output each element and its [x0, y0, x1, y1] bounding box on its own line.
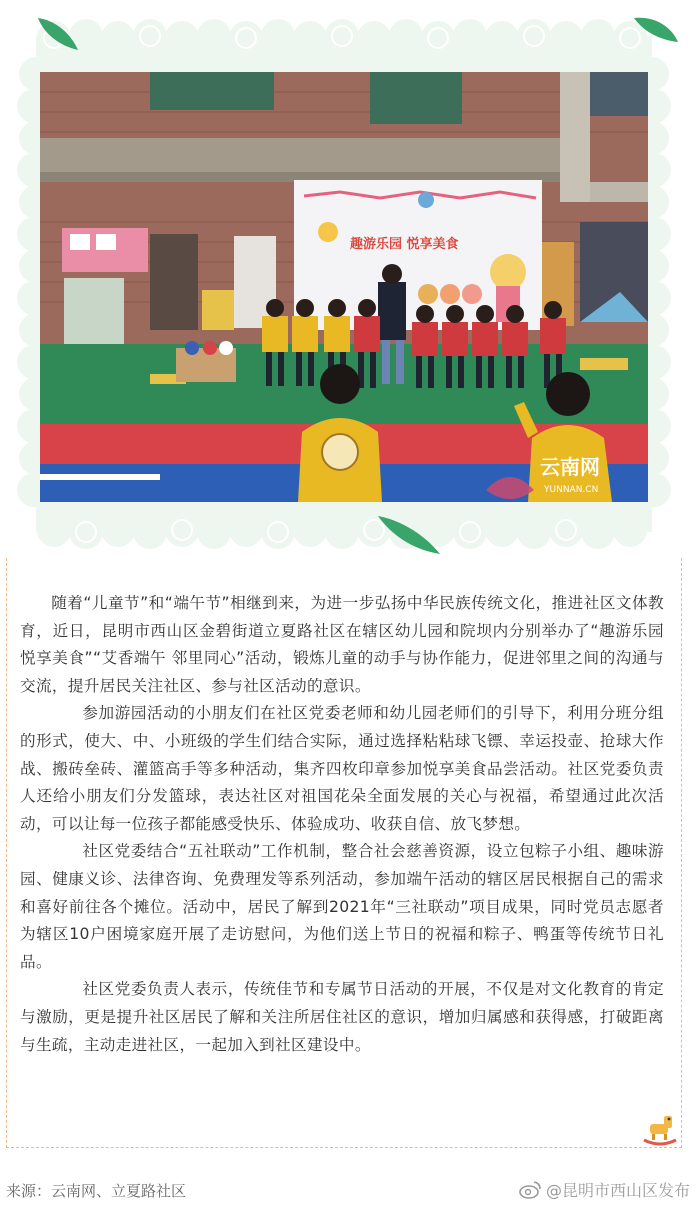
watermark-en: YUNNAN.CN [544, 485, 599, 495]
article-paragraph: 社区党委负责人表示，传统佳节和专属节日活动的开展，不仅是对文化教育的肯定与激励，更是提升社区居民了解和关注所居住社区的意识，增加归属感和获得感，打破距离与生疏，主动走进社区，一起加入到社区建设中。 [20, 980, 664, 1054]
article-paragraph: 社区党委结合“五社联动”工作机制，整合社会慈善资源，设立包粽子小组、趣味游园、健康义诊、法律咨询、免费理发等系列活动，参加端午活动的辖区居民根据自己的需求和喜好前往各个摊位。活动中，居民了解到2021年“三社联动”项目成果，同时党员志愿者为辖区10户困境家庭开展了走访慰问，为他们送上节日的祝福和粽子、鸭蛋等传统节日礼品。 [20, 842, 664, 971]
photo-illustration [40, 72, 648, 502]
article-paragraph: 随着“儿童节”和“端午节”相继到来，为进一步弘扬中华民族传统文化，推进社区文体教育，近日，昆明市西山区金碧街道立夏路社区在辖区幼儿园和院坝内分别举办了“趣游乐园 悦享美食”“艾香端午 邻里同心”活动，锻炼儿童的动手与协作能力，促进邻里之间的沟通与交流，提升居民关注社区、参与社区活动的意识。 [20, 594, 664, 695]
event-photo [40, 72, 648, 502]
banner-title: 趣游乐园 悦享美食 [350, 237, 459, 252]
weibo-handle[interactable] [518, 1178, 690, 1201]
leaf-icon [374, 512, 444, 558]
source-credit: 来源：云南网、立夏路社区 [6, 1182, 187, 1200]
article-body [20, 590, 664, 1059]
leaf-icon [630, 14, 682, 46]
watermark-cn: 云南网 [540, 455, 600, 479]
weibo-handle-text: @昆明市西山区发布 [545, 1181, 690, 1200]
article-paragraph: 参加游园活动的小朋友们在社区党委老师和幼儿园老师们的引导下，利用分班分组的形式，使大、中、小班级的学生们结合实际，通过选择粘粘球飞镖、幸运投壶、抢球大作战、搬砖垒砖、灌篮高手等多种活动，集齐四枚印章参加悦享美食品尝活动。社区党委负责人还给小朋友们分发篮球，表达社区对祖国花朵全面发展的关心与祝福，希望通过此次活动，可以让每一位孩子都能感受快乐、体验成功、收获自信、放飞梦想。 [20, 704, 664, 833]
weibo-icon [518, 1180, 542, 1200]
leaf-icon [34, 14, 82, 54]
rocking-horse-icon [640, 1110, 680, 1146]
